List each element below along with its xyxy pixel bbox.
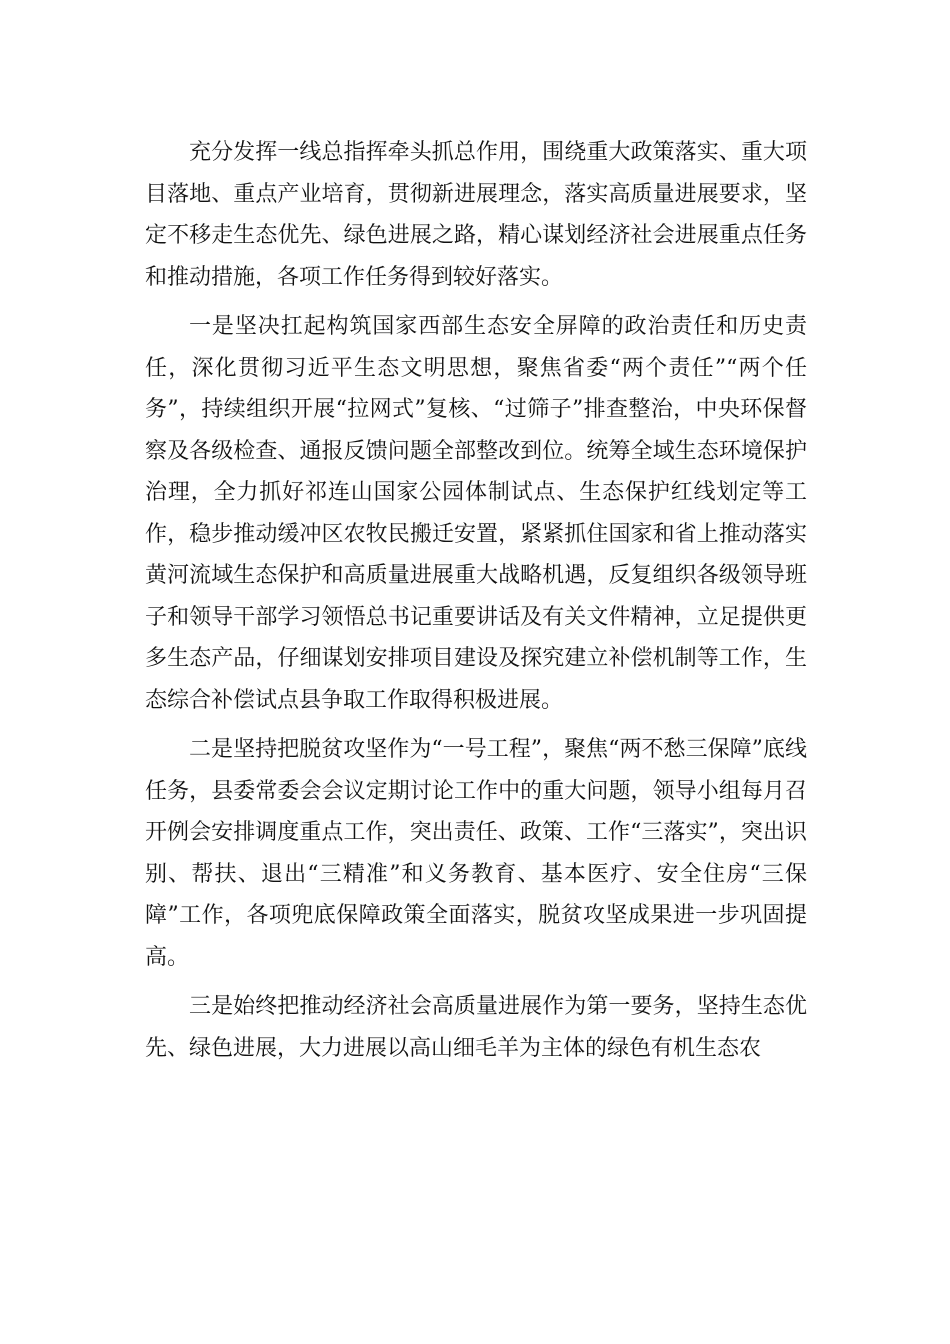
paragraph-economy: 三是始终把推动经济社会高质量进展作为第一要务，坚持生态优先、绿色进展，大力进展以高山细毛羊为主体的绿色有机生态农: [145, 994, 807, 1061]
paragraph-intro: 充分发挥一线总指挥牵头抓总作用，围绕重大政策落实、重大项目落地、重点产业培育，贯彻新进展理念，落实高质量进展要求，坚定不移走生态优先、绿色进展之路，精心谋划经济社会进展重点任务和推动措施，各项工作任务得到较好落实。: [145, 140, 807, 290]
document-body: [145, 132, 807, 1077]
paragraph-ecology: 一是坚决扛起构筑国家西部生态安全屏障的政治责任和历史责任，深化贯彻习近平生态文明思想，聚焦省委“两个责任”“两个任务”，持续组织开展“拉网式”复核、“过筛子”排查整治，中央环保督察及各级检查、通报反馈问题全部整改到位。统筹全域生态环境保护治理，全力抓好祁连山国家公园体制试点、生态保护红线划定等工作，稳步推动缓冲区农牧民搬迁安置，紧紧抓住国家和省上推动落实黄河流域生态保护和高质量进展重大战略机遇，反复组织各级领导班子和领导干部学习领悟总书记重要讲话及有关文件精神，立足提供更多生态产品，仔细谋划安排项目建设及探究建立补偿机制等工作，生态综合补偿试点县争取工作取得积极进展。: [145, 314, 807, 713]
paragraph-poverty: 二是坚持把脱贫攻坚作为“一号工程”，聚焦“两不愁三保障”底线任务，县委常委会会议定期讨论工作中的重大问题，领导小组每月召开例会安排调度重点工作，突出责任、政策、工作“三落实”，突出识别、帮扶、退出“三精准”和义务教育、基本医疗、安全住房“三保障”工作，各项兜底保障政策全面落实，脱贫攻坚成果进一步巩固提高。: [145, 737, 807, 970]
